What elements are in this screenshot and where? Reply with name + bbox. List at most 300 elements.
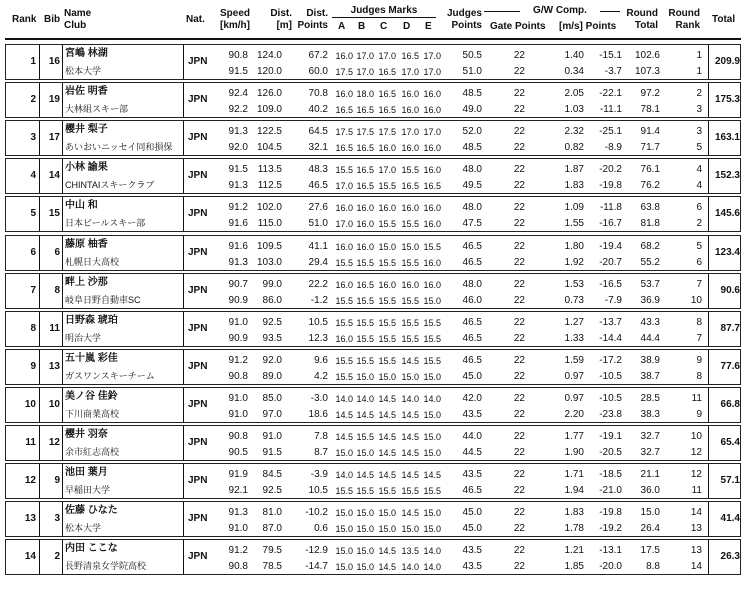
round-distance: 91.5 <box>262 447 282 458</box>
round-wind-ms: 1.71 <box>564 469 584 481</box>
round-distance: 91.0 <box>262 431 282 442</box>
round-gate: 22 <box>513 218 525 230</box>
round-judges-points: 48.0 <box>462 278 482 290</box>
athlete-club: 長野清泉女学院高校 <box>65 561 147 572</box>
header-club: Club <box>64 20 87 31</box>
judge-mark-a: 16.0 <box>335 203 353 214</box>
athlete-total: 209.9 <box>714 56 740 67</box>
judge-mark-a: 15.0 <box>335 508 353 519</box>
round-wind-points: -23.8 <box>599 408 622 420</box>
round-gate: 22 <box>513 354 525 366</box>
round-rank: 5 <box>696 240 702 252</box>
judge-mark-b: 16.5 <box>356 181 374 192</box>
judge-mark-d: 15.5 <box>401 257 419 268</box>
round-speed: 90.9 <box>228 332 248 344</box>
athlete-club: 大林組スキー部 <box>65 104 129 115</box>
judge-mark-b: 15.0 <box>356 524 374 535</box>
round-distance: 122.5 <box>256 126 282 138</box>
round-rank: 12 <box>690 447 702 458</box>
athlete-rank: 2 <box>30 94 36 106</box>
judge-mark-a: 16.0 <box>335 333 353 344</box>
athlete-bib: 9 <box>54 475 60 487</box>
judge-mark-e: 17.0 <box>423 127 441 138</box>
round-wind-points: -19.4 <box>599 240 622 252</box>
judge-mark-e: 17.0 <box>423 67 441 77</box>
round-judges-points: 42.0 <box>462 392 482 404</box>
judge-mark-d: 16.0 <box>401 89 419 100</box>
judge-mark-c: 16.0 <box>378 203 396 214</box>
judge-mark-c: 16.0 <box>378 143 396 154</box>
round-distance-points: 27.6 <box>308 202 328 214</box>
round-judges-points: 46.5 <box>462 240 482 252</box>
header-judge-b: B <box>358 21 366 32</box>
athlete-total: 123.4 <box>714 246 740 258</box>
judge-mark-c: 15.0 <box>378 524 396 535</box>
round-rank: 10 <box>690 294 702 306</box>
judge-mark-d: 14.5 <box>401 508 419 519</box>
judge-mark-c: 16.0 <box>378 279 396 290</box>
athlete-club: 明治大学 <box>65 332 102 343</box>
athlete-row <box>5 501 741 537</box>
judge-mark-d: 14.5 <box>401 448 419 458</box>
athlete-bib: 15 <box>48 208 60 220</box>
round-wind-ms: 2.05 <box>564 88 584 100</box>
round-speed: 91.6 <box>228 240 248 252</box>
judge-mark-e: 15.0 <box>423 295 441 306</box>
round-distance: 120.0 <box>256 66 282 77</box>
round-gate: 22 <box>513 164 525 176</box>
judge-mark-d: 17.0 <box>401 127 419 138</box>
round-distance: 89.0 <box>262 370 282 382</box>
judge-mark-d: 15.5 <box>401 219 419 230</box>
round-judges-points: 52.0 <box>462 126 482 138</box>
round-wind-points: -19.2 <box>599 523 622 535</box>
round-speed: 91.3 <box>228 507 248 519</box>
bib-divider <box>62 464 63 498</box>
round-total: 38.7 <box>640 370 660 382</box>
round-judges-points: 46.5 <box>462 332 482 344</box>
club-divider <box>183 464 184 498</box>
athlete-name: 櫻井 梨子 <box>65 124 108 136</box>
judge-mark-c: 15.0 <box>378 371 396 382</box>
judge-mark-e: 16.0 <box>423 203 441 214</box>
round-wind-points: -20.0 <box>599 561 622 573</box>
judge-mark-d: 15.5 <box>401 295 419 306</box>
round-distance: 124.0 <box>256 50 282 61</box>
round-total: 32.7 <box>640 431 660 442</box>
judge-mark-b: 15.5 <box>356 486 374 497</box>
round-distance-points: 29.4 <box>308 256 328 268</box>
round-rank: 6 <box>696 202 702 214</box>
round-speed: 91.3 <box>228 126 248 138</box>
judge-mark-d: 16.5 <box>401 181 419 192</box>
judge-mark-c: 14.5 <box>378 409 396 420</box>
judge-mark-c: 17.0 <box>378 51 396 61</box>
athlete-nat: JPN <box>188 398 208 410</box>
athlete-row <box>5 120 741 156</box>
round-distance-points: 22.2 <box>308 278 328 290</box>
judge-mark-e: 14.5 <box>423 470 441 481</box>
round-gate: 22 <box>513 278 525 290</box>
round-speed: 91.2 <box>228 545 248 557</box>
round-wind-ms: 1.83 <box>564 180 584 192</box>
judge-mark-c: 15.5 <box>378 219 396 230</box>
judge-mark-a: 16.5 <box>335 105 353 116</box>
header-dist-points-2: Points <box>297 20 328 31</box>
athlete-nat: JPN <box>188 322 208 334</box>
judge-mark-d: 13.5 <box>401 546 419 557</box>
athlete-total: 87.7 <box>720 322 740 334</box>
judge-mark-a: 15.5 <box>335 165 353 176</box>
judge-mark-c: 15.5 <box>378 181 396 192</box>
athlete-row <box>5 235 741 271</box>
round-judges-points: 47.5 <box>462 218 482 230</box>
round-gate: 22 <box>513 180 525 192</box>
athlete-nat: JPN <box>188 513 208 525</box>
judge-mark-e: 16.0 <box>423 219 441 230</box>
club-divider <box>183 274 184 308</box>
round-gate: 22 <box>513 294 525 306</box>
header-speed-unit: [km/h] <box>220 20 250 31</box>
header-judge-a: A <box>338 21 346 32</box>
athlete-row <box>5 463 741 499</box>
athlete-bib: 11 <box>49 322 60 334</box>
round-gate: 22 <box>513 485 525 497</box>
round-rank: 11 <box>691 392 702 404</box>
judge-mark-d: 15.5 <box>401 333 419 344</box>
judge-mark-a: 17.5 <box>335 67 353 77</box>
bib-divider <box>62 312 63 346</box>
round-distance: 126.0 <box>256 88 282 100</box>
athlete-row <box>5 196 741 232</box>
round-wind-points: -21.0 <box>599 485 622 497</box>
round-wind-ms: 2.20 <box>564 408 584 420</box>
round-rank: 8 <box>696 370 702 382</box>
round-distance: 92.0 <box>262 354 282 366</box>
round-gate: 22 <box>513 66 525 77</box>
round-total: 81.8 <box>640 218 660 230</box>
club-divider <box>183 159 184 193</box>
round-distance: 92.5 <box>262 316 282 328</box>
round-wind-points: -8.9 <box>604 142 622 154</box>
round-judges-points: 49.5 <box>462 180 482 192</box>
judge-mark-a: 15.5 <box>335 371 353 382</box>
round-judges-points: 48.5 <box>462 142 482 154</box>
gw-comp-line-left <box>484 11 520 12</box>
athlete-total: 65.4 <box>720 437 740 448</box>
round-rank: 11 <box>691 485 702 497</box>
bib-divider <box>62 540 63 574</box>
round-gate: 22 <box>513 332 525 344</box>
header-gate-points: Gate Points <box>490 21 546 32</box>
round-wind-ms: 1.77 <box>564 431 584 442</box>
round-speed: 91.2 <box>228 202 248 214</box>
judge-mark-b: 14.5 <box>356 409 374 420</box>
round-gate: 22 <box>513 104 525 116</box>
athlete-rank: 7 <box>30 284 36 296</box>
judge-mark-c: 17.0 <box>378 165 396 176</box>
round-speed: 90.8 <box>228 370 248 382</box>
round-distance: 92.5 <box>262 485 282 497</box>
judge-mark-c: 15.5 <box>378 295 396 306</box>
round-total: 68.2 <box>640 240 660 252</box>
athlete-nat: JPN <box>188 132 208 144</box>
club-divider <box>183 83 184 117</box>
round-wind-points: -17.2 <box>599 354 622 366</box>
judge-mark-c: 17.5 <box>378 127 396 138</box>
club-divider <box>183 312 184 346</box>
judge-mark-a: 14.5 <box>335 409 353 420</box>
athlete-bib: 17 <box>48 132 60 144</box>
round-wind-points: -20.2 <box>599 164 622 176</box>
round-rank: 8 <box>696 316 702 328</box>
round-rank: 4 <box>696 164 702 176</box>
round-gate: 22 <box>513 507 525 519</box>
round-rank: 13 <box>690 523 702 535</box>
club-divider <box>183 350 184 384</box>
round-wind-ms: 1.80 <box>564 240 584 252</box>
round-gate: 22 <box>513 142 525 154</box>
round-speed: 90.9 <box>228 294 248 306</box>
round-speed: 90.5 <box>228 447 248 458</box>
judge-mark-d: 16.0 <box>401 105 419 116</box>
round-total: 97.2 <box>640 88 660 100</box>
round-wind-ms: 1.03 <box>564 104 584 116</box>
round-distance: 84.5 <box>262 469 282 481</box>
round-rank: 2 <box>696 88 702 100</box>
athlete-nat: JPN <box>188 170 208 182</box>
bib-divider <box>62 197 63 231</box>
judge-mark-c: 15.5 <box>378 317 396 328</box>
round-gate: 22 <box>513 88 525 100</box>
athlete-total: 152.3 <box>714 170 740 182</box>
round-gate: 22 <box>513 240 525 252</box>
athlete-total: 26.3 <box>720 551 740 563</box>
athlete-club: 松本大学 <box>65 66 102 76</box>
bib-divider <box>62 121 63 155</box>
judge-mark-e: 16.0 <box>423 143 441 154</box>
round-speed: 91.9 <box>228 469 248 481</box>
judge-mark-b: 14.0 <box>356 393 374 404</box>
judge-mark-e: 15.5 <box>423 355 441 366</box>
round-distance-points: 4.2 <box>314 370 328 382</box>
judge-mark-c: 16.5 <box>378 89 396 100</box>
round-distance-points: 12.3 <box>308 332 328 344</box>
judge-mark-b: 16.5 <box>356 279 374 290</box>
header-judges-points: Judges <box>446 8 482 19</box>
judge-mark-b: 16.5 <box>356 165 374 176</box>
round-rank: 3 <box>696 104 702 116</box>
athlete-club: ガスワンスキーチーム <box>65 370 155 381</box>
athlete-rank: 8 <box>30 322 36 334</box>
athlete-row <box>5 539 741 575</box>
header-round-total: Round <box>626 8 658 19</box>
athlete-name: 藤原 柚香 <box>65 238 108 250</box>
round-gate: 22 <box>513 545 525 557</box>
round-distance-points: -1.2 <box>310 294 328 306</box>
judge-mark-a: 16.0 <box>335 89 353 100</box>
round-speed: 92.2 <box>228 104 248 116</box>
round-judges-points: 45.0 <box>462 370 482 382</box>
round-distance-points: -10.2 <box>305 507 328 519</box>
judge-mark-b: 15.0 <box>356 562 374 573</box>
round-wind-ms: 1.83 <box>564 507 584 519</box>
athlete-club: 日本ビールスキー部 <box>65 218 146 229</box>
judge-mark-c: 15.5 <box>378 355 396 366</box>
header-round-rank: Round <box>668 8 700 19</box>
athlete-rank: 6 <box>30 246 36 258</box>
round-wind-points: -13.7 <box>599 316 622 328</box>
athlete-total: 57.1 <box>720 475 740 487</box>
judge-mark-c: 15.0 <box>378 508 396 519</box>
athlete-total: 163.1 <box>714 132 740 144</box>
round-distance: 112.5 <box>257 180 282 192</box>
club-divider <box>183 540 184 574</box>
athlete-total: 77.6 <box>720 360 740 372</box>
round-rank: 9 <box>696 354 702 366</box>
bib-divider <box>62 502 63 536</box>
round-speed: 90.8 <box>228 561 248 573</box>
round-total: 15.0 <box>640 507 660 519</box>
judge-mark-d: 15.5 <box>401 486 419 497</box>
club-divider <box>183 388 184 422</box>
round-distance-points: -3.0 <box>310 392 328 404</box>
judge-mark-c: 15.5 <box>378 257 396 268</box>
judge-mark-d: 16.0 <box>401 203 419 214</box>
round-distance-points: 10.5 <box>308 485 328 497</box>
judge-mark-e: 15.5 <box>423 317 441 328</box>
round-wind-points: -10.5 <box>599 370 622 382</box>
judge-mark-e: 16.0 <box>423 257 441 268</box>
round-wind-ms: 1.87 <box>564 164 584 176</box>
round-judges-points: 46.5 <box>462 316 482 328</box>
round-distance-points: -3.9 <box>310 469 328 481</box>
club-divider <box>183 236 184 270</box>
round-distance: 87.0 <box>262 523 282 535</box>
athlete-total: 145.6 <box>714 208 740 220</box>
round-total: 78.1 <box>640 104 660 116</box>
round-gate: 22 <box>513 126 525 138</box>
round-total: 44.4 <box>640 332 660 344</box>
round-total: 21.1 <box>640 469 660 481</box>
round-judges-points: 43.5 <box>462 545 482 557</box>
round-total: 28.5 <box>640 392 660 404</box>
athlete-nat: JPN <box>188 551 208 563</box>
header-rank: Rank <box>12 14 37 25</box>
athlete-bib: 6 <box>54 246 60 258</box>
judge-mark-b: 17.0 <box>356 67 374 77</box>
athlete-bib: 8 <box>54 284 60 296</box>
athlete-club: 岐阜日野自動車SC <box>65 294 141 305</box>
round-wind-points: -19.8 <box>599 180 622 192</box>
round-distance: 103.0 <box>256 256 282 268</box>
round-distance: 113.5 <box>257 164 282 176</box>
athlete-name: 櫻井 羽奈 <box>65 429 108 440</box>
round-wind-points: -20.7 <box>599 256 622 268</box>
header-speed: Speed <box>220 8 251 19</box>
round-wind-points: -10.5 <box>599 392 622 404</box>
athlete-nat: JPN <box>188 56 208 67</box>
round-distance-points: -14.7 <box>305 561 328 573</box>
athlete-rank: 14 <box>24 551 36 563</box>
judge-mark-e: 15.0 <box>423 448 441 458</box>
athlete-name: 日野森 琥珀 <box>65 314 118 326</box>
judge-mark-d: 14.5 <box>401 470 419 481</box>
bib-divider <box>62 83 63 117</box>
judge-mark-c: 14.5 <box>378 393 396 404</box>
judge-mark-e: 16.0 <box>423 165 441 176</box>
round-wind-points: -19.1 <box>599 431 622 442</box>
judge-mark-d: 15.0 <box>401 241 419 252</box>
round-wind-points: -7.9 <box>604 294 622 306</box>
round-total: 38.9 <box>640 354 660 366</box>
round-rank: 7 <box>696 332 702 344</box>
athlete-name: 池田 葉月 <box>65 467 108 479</box>
round-wind-ms: 1.59 <box>564 354 584 366</box>
judge-mark-d: 16.5 <box>401 51 419 61</box>
round-distance-points: 9.6 <box>314 354 328 366</box>
athlete-rank: 12 <box>24 475 36 487</box>
round-distance-points: 70.8 <box>308 88 328 100</box>
gw-comp-line-right <box>600 11 620 12</box>
judge-mark-e: 15.5 <box>423 333 441 344</box>
judge-mark-c: 14.5 <box>378 432 396 442</box>
judge-mark-c: 16.5 <box>378 105 396 116</box>
judge-mark-b: 15.5 <box>356 355 374 366</box>
round-total: 36.9 <box>640 294 660 306</box>
round-distance: 81.0 <box>262 507 282 519</box>
judge-mark-e: 17.0 <box>423 51 441 61</box>
round-speed: 91.2 <box>228 354 248 366</box>
round-total: 107.3 <box>634 66 660 77</box>
judge-mark-e: 15.5 <box>423 486 441 497</box>
round-wind-points: -20.5 <box>599 447 622 458</box>
judge-mark-e: 14.0 <box>423 393 441 404</box>
athlete-rank: 5 <box>30 208 36 220</box>
athlete-name: 中山 和 <box>65 200 98 212</box>
athlete-total: 66.8 <box>720 398 740 410</box>
round-gate: 22 <box>513 469 525 481</box>
athlete-nat: JPN <box>188 208 208 220</box>
judge-mark-b: 15.0 <box>356 508 374 519</box>
judge-mark-c: 15.5 <box>378 333 396 344</box>
round-judges-points: 48.0 <box>462 202 482 214</box>
round-gate: 22 <box>513 202 525 214</box>
athlete-rank: 11 <box>25 437 36 448</box>
round-total: 8.8 <box>646 561 660 573</box>
judge-mark-b: 15.5 <box>356 295 374 306</box>
judge-mark-e: 15.0 <box>423 432 441 442</box>
round-total: 32.7 <box>640 447 660 458</box>
round-wind-points: -18.5 <box>599 469 622 481</box>
judge-mark-e: 15.5 <box>423 241 441 252</box>
judge-mark-d: 16.0 <box>401 279 419 290</box>
judge-mark-a: 14.0 <box>335 470 353 481</box>
bib-divider <box>62 45 63 79</box>
judge-mark-c: 14.5 <box>378 448 396 458</box>
judge-mark-e: 15.0 <box>423 409 441 420</box>
athlete-row <box>5 44 741 80</box>
club-divider <box>183 197 184 231</box>
round-wind-ms: 1.09 <box>564 202 584 214</box>
round-wind-points: -16.7 <box>599 218 622 230</box>
round-distance: 109.0 <box>256 104 282 116</box>
round-rank: 10 <box>690 431 702 442</box>
athlete-rank: 9 <box>30 360 36 372</box>
athlete-total: 175.3 <box>714 94 740 106</box>
round-distance-points: 32.1 <box>308 142 328 154</box>
judge-mark-b: 16.5 <box>356 143 374 154</box>
